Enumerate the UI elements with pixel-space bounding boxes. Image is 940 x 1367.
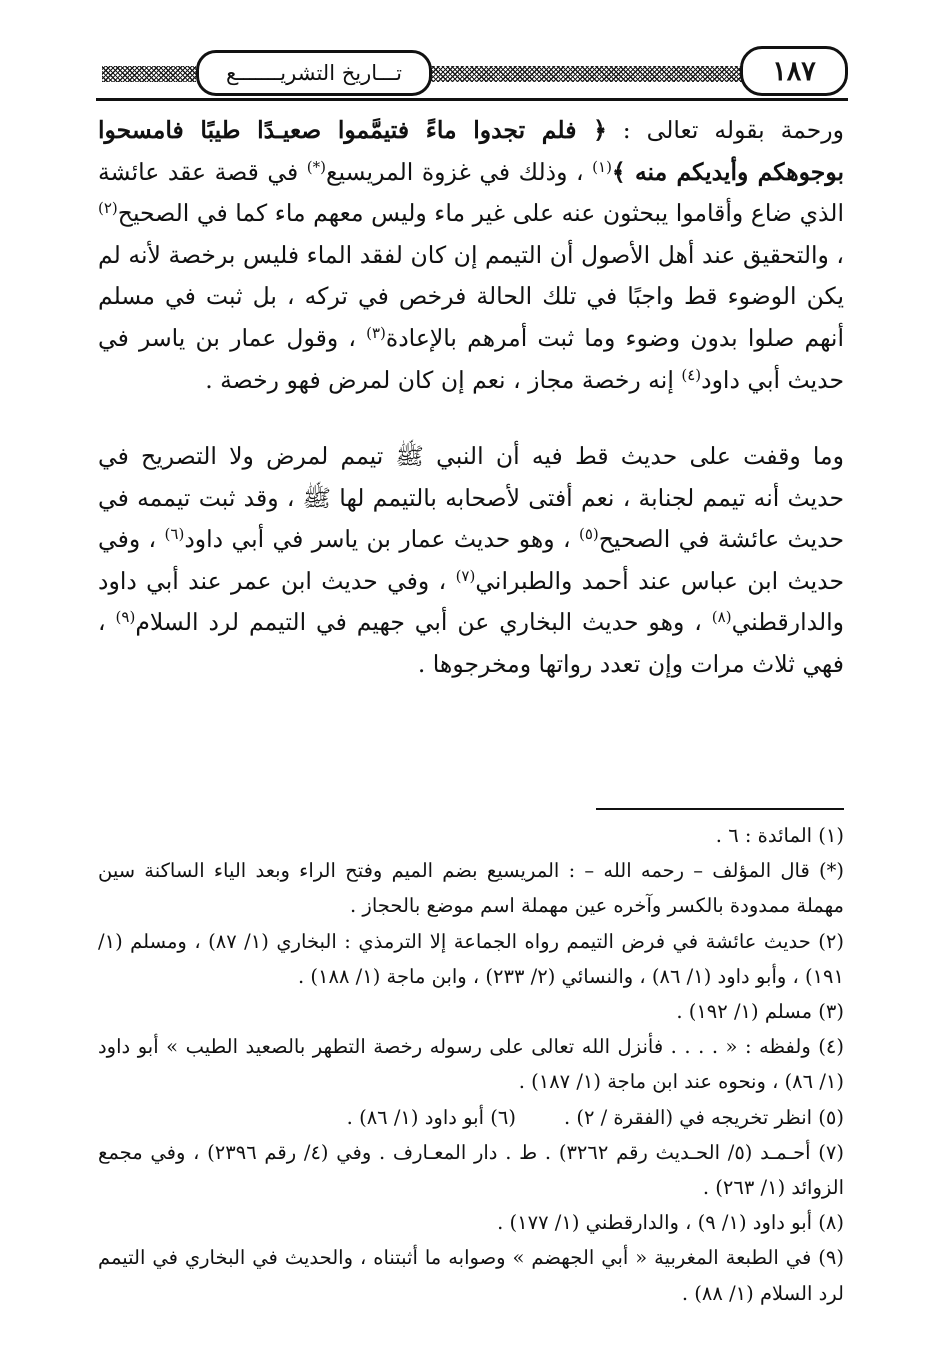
text-run: إنه رخصة مجاز ، نعم إن كان لمرض فهو رخصة . bbox=[205, 365, 682, 394]
footnote-ref[interactable]: (٥) bbox=[578, 525, 599, 544]
footnote-ref[interactable]: (١) bbox=[592, 157, 612, 176]
text-run: ورحمة بقوله تعالى : bbox=[606, 116, 844, 144]
text-run: في قصة عقد عائشة الذي ضاع وأقاموا يبحثون عنه على غير ماء وليس معهم ماء كما في الصحيح bbox=[98, 157, 844, 228]
text-run: ، وذلك في غزوة المريسيع bbox=[325, 157, 593, 186]
footnote-ref[interactable]: (٢) bbox=[98, 199, 118, 218]
text-run: ، وهو حديث البخاري عن أبي جهيم في التيمم لرد السلام bbox=[135, 608, 712, 637]
footnote-ref[interactable]: (٨) bbox=[711, 608, 732, 627]
footnote-7: (٧) أحـمـد (٥/ الحـديث رقم ٣٢٦٢) . ط . دار المعـارف . وفي (٤/ رقم ٢٣٩٦) ، وفي مجمع الزوائد (١/ ٢٦٣) . bbox=[98, 1140, 844, 1200]
text-run: ، والتحقيق عند أهل الأصول أن التيمم إن كان لفقد الماء فليس برخصة لأنه لم يكن الوضوء قط واجبًا في تلك الحالة فرخص في تركه ، بل ثبت في مسلم أنهم صلوا بدون وضوء وما ثبت أمرهم بالإعادة bbox=[98, 240, 844, 352]
quran-verse: ﴿ فلم تجدوا ماءً فتيمَّموا صعيـدًا طيبًا فامسحوا بوجوهكم وأيديكم منه ﴾ bbox=[98, 116, 845, 186]
footnote-4: (٤) ولفظه : « . . . . فأنزل الله تعالى على رسوله رخصة التطهر بالصعيد الطيب » أبو داود (١/ ٨٦) ، ونحوه عند ابن ماجة (١/ ١٨٧) . bbox=[98, 1035, 844, 1094]
text-run: ، وقول عمار بن ياسر في حديث أبي داود bbox=[98, 323, 844, 394]
text-run: ، وفي حديث ابن عباس عند أحمد والطبراني bbox=[98, 525, 844, 595]
footnote-ref[interactable]: (٧) bbox=[455, 566, 476, 585]
footnote-3: (٣) مسلم (١/ ١٩٢) . bbox=[676, 1000, 844, 1024]
footnote-ref[interactable]: (٤) bbox=[681, 365, 702, 384]
header-hatch-left bbox=[102, 66, 196, 82]
text-run: ، وفي حديث ابن عمر عند أبي داود والدارقطني bbox=[98, 566, 845, 637]
footnote-ref[interactable]: (*) bbox=[306, 157, 326, 176]
footnotes bbox=[98, 818, 844, 1311]
body-paragraph-1 bbox=[98, 110, 844, 401]
footnote-separator bbox=[596, 808, 844, 810]
header-rule bbox=[96, 98, 848, 101]
text-run: ، فهي ثلاث مرات وإن تعدد رواتها ومخرجوها . bbox=[98, 608, 844, 678]
footnote-ref[interactable]: (٣) bbox=[366, 323, 386, 342]
footnote-star: (*) قال المؤلف – رحمه الله – : المريسيع بضم الميم وفتح الراء وبعد الياء الساكنة سين مهملة ممدودة بالكسر وآخره عين مهملة اسم موضع بالحجاز . bbox=[98, 859, 844, 918]
body-paragraph-2 bbox=[98, 436, 844, 686]
footnote-ref[interactable]: (٩) bbox=[115, 608, 136, 627]
page-number: ١٨٧ bbox=[740, 46, 848, 96]
footnote-6: (٦) أبو داود (١/ ٨٦) . bbox=[346, 1105, 516, 1129]
running-title: تـــاريخ التشريـــــــع bbox=[196, 50, 432, 96]
text-run: ، وهو حديث عمار بن ياسر في أبي داود bbox=[184, 525, 579, 554]
text-run: وما وقفت على حديث قط فيه أن النبي ﷺ تيمم لمرض ولا التصريح في حديث أنه تيمم لجنابة ، نعم أفتى لأصحابه بالتيمم لها ﷺ ، وقد ثبت تيممه في حديث عائشة في الصحيح bbox=[98, 442, 844, 554]
page-header bbox=[96, 44, 848, 102]
footnote-9: (٩) في الطبعة المغربية « أبي الجهضم » وصوابه ما أثبتناه ، والحديث في البخاري في التيمم لرد السلام (١/ ٨٨) . bbox=[98, 1246, 844, 1305]
footnote-5: (٥) انظر تخريجه في (الفقرة / ٢) . bbox=[563, 1105, 844, 1129]
footnote-8: (٨) أبو داود (١/ ٩) ، والدارقطني (١/ ١٧٧) . bbox=[497, 1211, 844, 1235]
footnote-5-6 bbox=[98, 1100, 844, 1135]
footnote-ref[interactable]: (٦) bbox=[164, 525, 185, 544]
footnote-1: (١) المائدة : ٦ . bbox=[715, 824, 844, 847]
footnote-2: (٢) حديث عائشة في فرض التيمم رواه الجماعة إلا الترمذي : البخاري (١/ ٨٧) ، ومسلم (١/ ١٩١) ، وأبو داود (١/ ٨٦) ، والنسائي (٢/ ٢٣٣) ، وابن ماجة (١/ ١٨٨) . bbox=[98, 929, 844, 988]
